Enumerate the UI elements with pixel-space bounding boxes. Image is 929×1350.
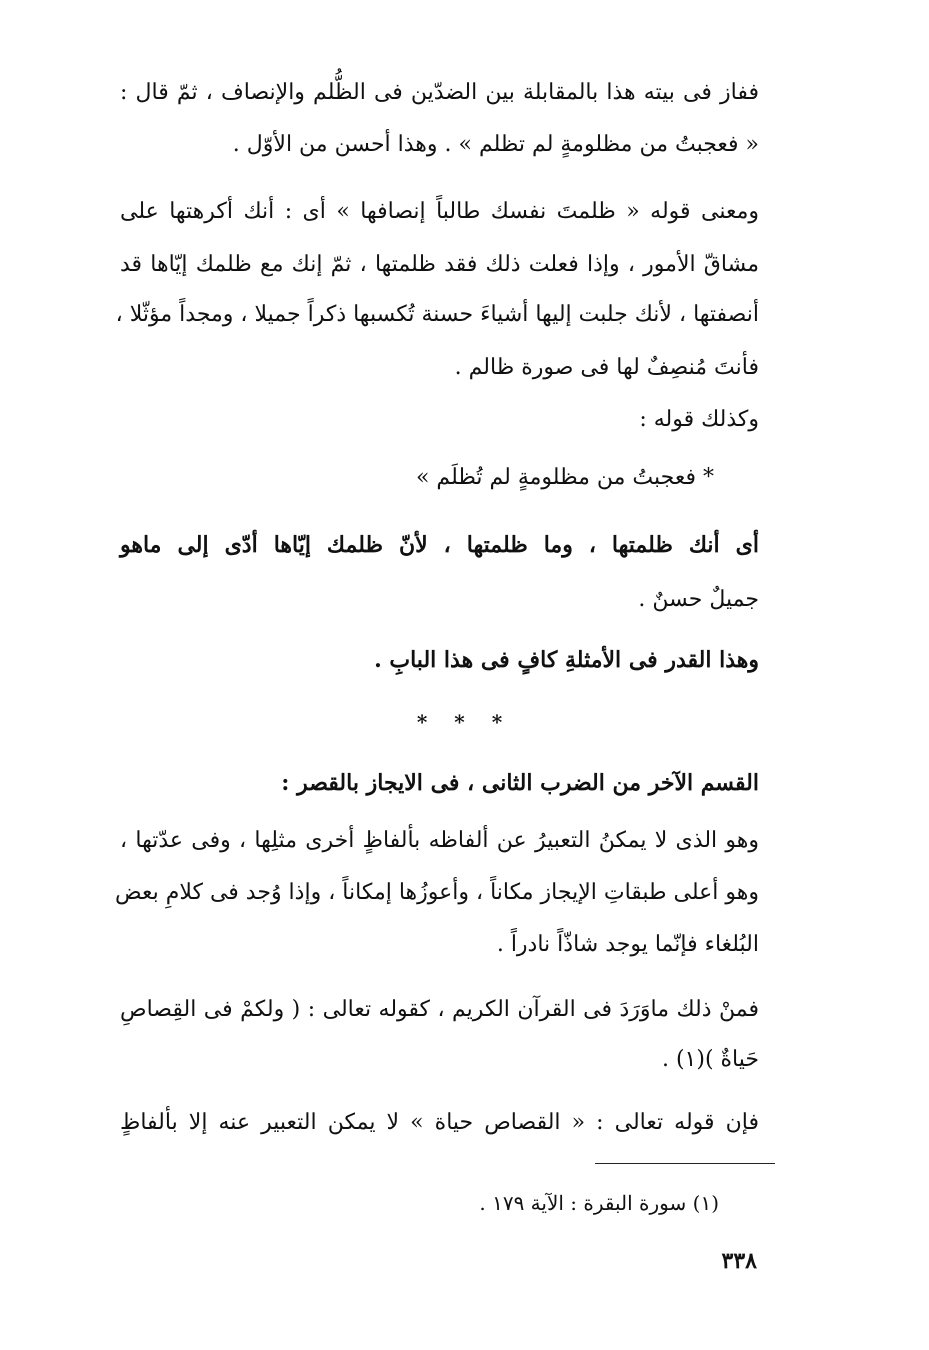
text-line: فأنتَ مُنصِفٌ لها فى صورة ظالم . (454, 355, 759, 380)
text-line: جميلٌ حسنٌ . (638, 587, 759, 612)
text-line: ومعنى قوله « ظلمتَ نفسك طالباً إنصافها » أى : أنك أكرهتها على (120, 199, 759, 224)
text-line: فمنْ ذلك ماوَرَدَ فى القرآن الكريم ، كقوله تعالى : ( ولكمْ فى القِصاصِ (120, 997, 759, 1022)
text-line: وكذلك قوله : (639, 407, 759, 432)
text-line: وهذا القدر فى الأمثلةِ كافٍ فى هذا البابِ . (374, 647, 759, 673)
text-line: البُلغاء فإنّما يوجد شاذّاً نادراً . (496, 932, 759, 957)
text-line: أنصفتها ، لأنك جلبت إليها أشياءَ حسنة تُكسبها ذكراً جميلا ، ومجداً مؤثّلا ، (115, 302, 759, 327)
text-line: أى أنك ظلمتها ، وما ظلمتها ، لأنّ ظلمك إيّاها أدّى إلى ماهو (120, 532, 759, 558)
page-number: ٣٣٨ (721, 1248, 757, 1274)
text-line: وهو أعلى طبقاتِ الإيجاز مكاناً ، وأعوزُها إمكاناً ، وإذا وُجد فى كلامِ بعض (115, 880, 759, 905)
text-line: ففاز فى بيته هذا بالمقابلة بين الضدّين فى الظُّلم والإنصاف ، ثمّ قال : (120, 80, 759, 105)
text-line: وهو الذى لا يمكنُ التعبيرُ عن ألفاظه بألفاظٍ أخرى مثلِها ، وفى عدّتها ، (120, 828, 759, 853)
footnote: (١) سورة البقرة : الآية ١٧٩ . (479, 1191, 719, 1215)
footnote-rule (595, 1163, 775, 1164)
text-line: فإن قوله تعالى : « القصاص حياة » لا يمكن التعبير عنه إلا بألفاظٍ (120, 1110, 759, 1135)
text-line: مشاقّ الأمور ، وإذا فعلت ذلك فقد ظلمتها ، ثمّ إنك مع ظلمك إيّاها قد (120, 252, 759, 277)
section-heading: القسم الآخر من الضرب الثانى ، فى الايجاز بالقصر : (281, 770, 759, 796)
text-line: حَياةٌ )(١) . (661, 1047, 759, 1072)
verse-line: * فعجبتُ من مظلومةٍ لم تُظلَم » (415, 465, 714, 490)
section-divider: * * * (416, 710, 513, 734)
text-line: « فعجبتُ من مظلومةٍ لم تظلم » . وهذا أحسن من الأوّل . (232, 132, 759, 157)
